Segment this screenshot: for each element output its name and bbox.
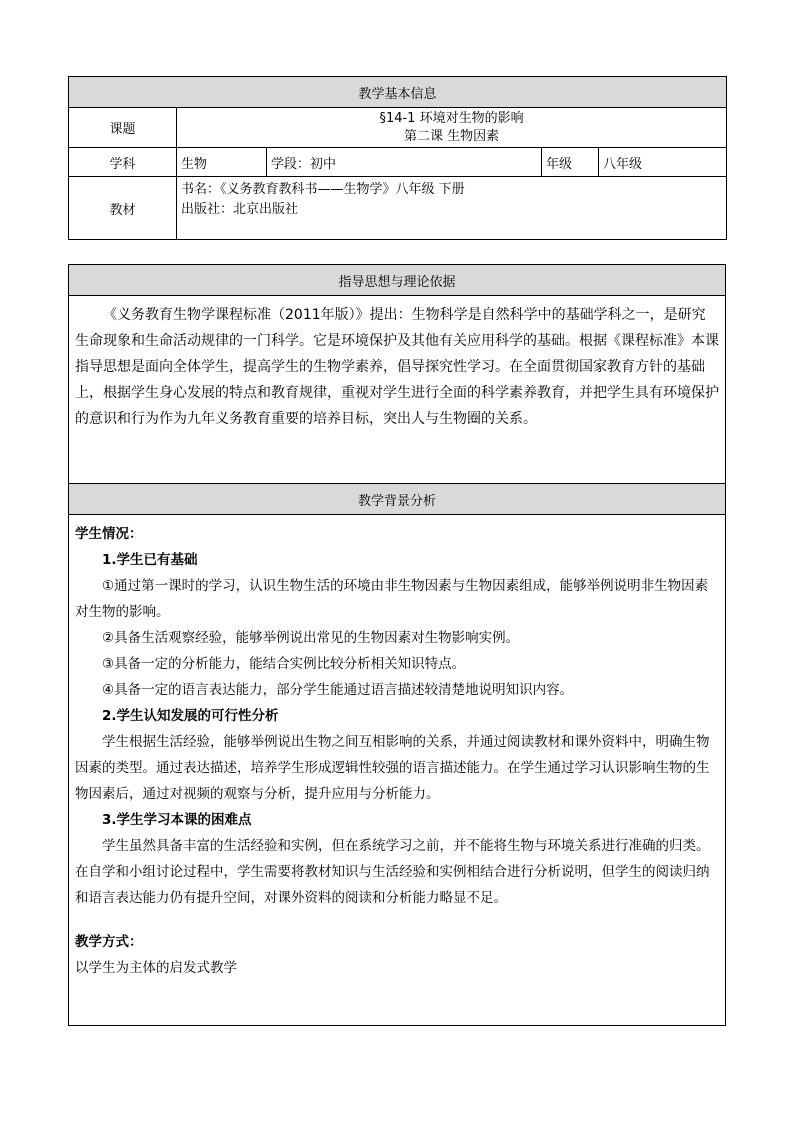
topic-line-2: 第二课 生物因素 — [403, 128, 500, 144]
subject-value: 生物 — [177, 148, 267, 177]
s1-item-3: ③具备一定的分析能力，能结合实例比较分析相关知识特点。 — [102, 656, 466, 672]
s1-item-2: ②具备生活观察经验，能够举例说出常见的生物因素对生物影响实例。 — [102, 630, 520, 646]
s3-text: 学生虽然具备丰富的生活经验和实例，但在系统学习之前，并不能将生物与环境关系进行准确的归类。在自学和小组讨论过程中，学生需要将教材知识与生活经验和实例相结合进行分析说明，但学生的阅读归纳和语言表达能力仍有提升空间，对课外资料的阅读和分析能力略显不足。 — [75, 838, 710, 906]
textbook-label: 教材 — [69, 177, 177, 240]
analysis-table — [68, 264, 726, 1026]
textbook-name: 书名：《义务教育教科书——生物学》八年级 下册 — [181, 182, 465, 197]
s1-title: 1.学生已有基础 — [102, 552, 198, 568]
basic-info-header: 教学基本信息 — [69, 77, 727, 108]
grade-value: 八年级 — [599, 148, 727, 177]
s1-item-1: ①通过第一课时的学习，认识生物生活的环境由非生物因素与生物因素组成，能够举例说明非生物因素对生物的影响。 — [75, 578, 709, 620]
method-title: 教学方式： — [75, 934, 143, 950]
guiding-text: 《义务教育生物学课程标准（2011年版）》提出：生物科学是自然科学中的基础学科之一，是研究生命现象和生命活动规律的一门科学。它是环境保护及其他有关应用科学的基础。根据《课程标准》本课指导思想是面向全体学生，提高学生的生物学素养，倡导探究性学习。在全面贯彻国家教育方针的基础上，根据学生身心发展的特点和教育规律，重视对学生进行全面的科学素养教育，并把学生具有环境保护的意识和行为作为九年义务教育重要的培养目标，突出人与生物圈的关系。 — [75, 307, 719, 427]
topic-line-1: §14-1 环境对生物的影响 — [379, 110, 524, 126]
s1-item-4: ④具备一定的语言表达能力，部分学生能通过语言描述较清楚地说明知识内容。 — [102, 682, 574, 698]
s2-text: 学生根据生活经验，能够举例说出生物之间互相影响的关系，并通过阅读教材和课外资料中，明确生物因素的类型。通过表达描述，培养学生形成逻辑性较强的语言描述能力。在学生通过学习认识影响生物的生物因素后，通过对视频的观察与分析，提升应用与分析能力。 — [75, 734, 710, 802]
basic-info-table — [68, 76, 727, 240]
s2-title: 2.学生认知发展的可行性分析 — [102, 708, 279, 724]
grade-label: 年级 — [542, 148, 599, 177]
method-text: 以学生为主体的启发式教学 — [75, 960, 237, 976]
stage-value: 学段：初中 — [267, 148, 542, 177]
topic-label: 课题 — [69, 108, 177, 148]
background-header: 教学背景分析 — [69, 484, 726, 515]
s3-title: 3.学生学习本课的困难点 — [102, 812, 252, 828]
guiding-header: 指导思想与理论依据 — [69, 265, 726, 296]
subject-label: 学科 — [69, 148, 177, 177]
textbook-publisher: 出版社：北京出版社 — [181, 202, 299, 217]
students-title: 学生情况： — [75, 526, 143, 542]
